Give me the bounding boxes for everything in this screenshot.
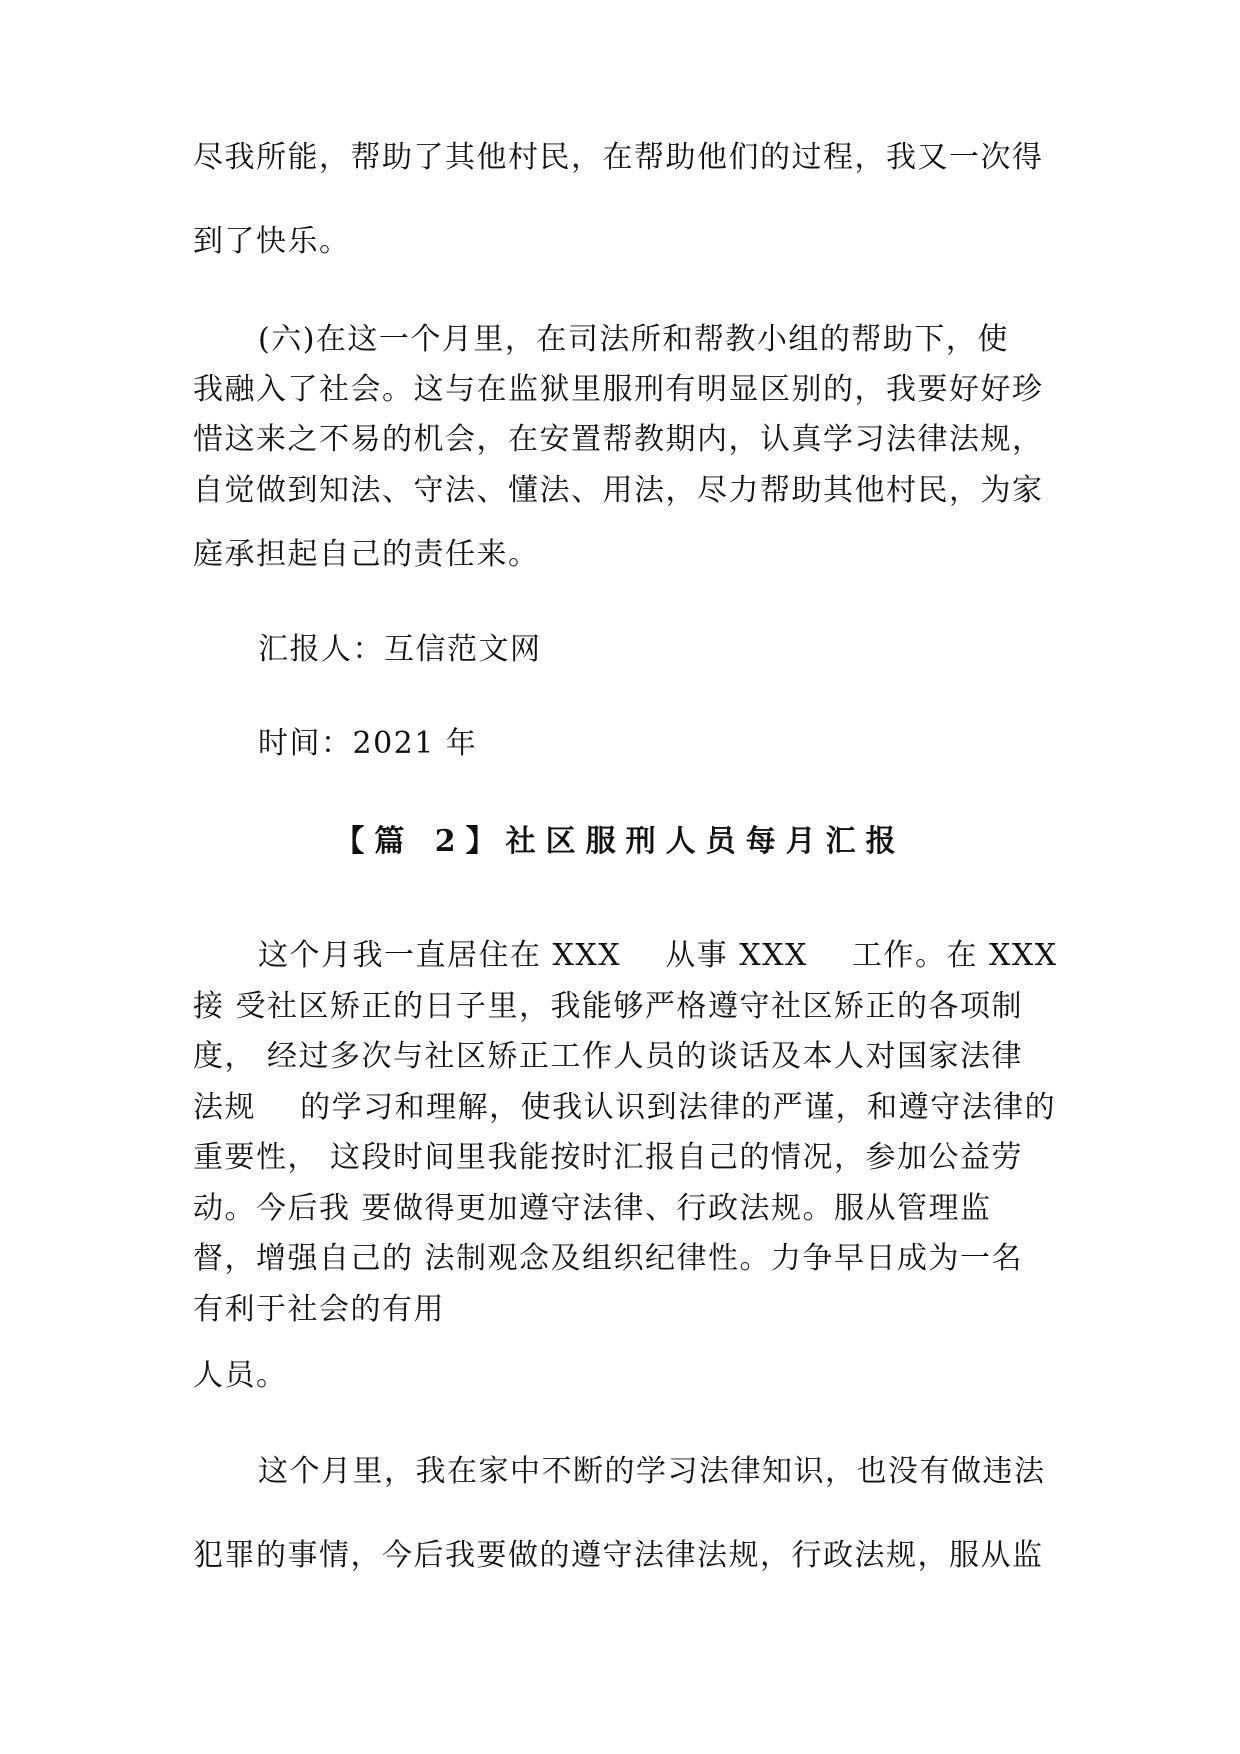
paragraph-line: 度， 经过多次与社区矫正工作人员的谈话及本人对国家法律: [193, 1039, 1024, 1074]
paragraph-line: 自觉做到知法、守法、懂法、用法，尽力帮助其他村民，为家: [193, 473, 1044, 508]
paragraph-line: 我融入了社会。这与在监狱里服刑有明显区别的，我要好好珍: [193, 372, 1044, 407]
section-heading: 【篇 2】社区服刑人员每月汇报: [334, 824, 906, 859]
paragraph-line: 督，增强自己的 法制观念及组织纪律性。力争早日成为一名: [193, 1241, 1024, 1276]
paragraph-line: (六)在这一个月里，在司法所和帮教小组的帮助下，使: [258, 322, 1009, 357]
paragraph-line: 到了快乐。: [193, 224, 351, 259]
date-line: 时间：2021 年: [258, 726, 478, 761]
paragraph-line: 有利于社会的有用: [193, 1292, 445, 1327]
reporter-line: 汇报人：互信范文网: [258, 632, 542, 667]
paragraph-line: 动。今后我 要做得更加遵守法律、行政法规。服从管理监: [193, 1191, 992, 1226]
paragraph-line: 人员。: [193, 1358, 288, 1393]
paragraph-line: 庭承担起自己的责任来。: [193, 537, 540, 572]
paragraph-line: 这个月我一直居住在 XXX 从事 XXX 工作。在 XXX: [258, 938, 1058, 973]
paragraph-line: 犯罪的事情，今后我要做的遵守法律法规，行政法规，服从监: [193, 1538, 1044, 1573]
paragraph-line: 这个月里，我在家中不断的学习法律知识，也没有做违法: [258, 1454, 1046, 1489]
paragraph-line: 法规 的学习和理解，使我认识到法律的严谨，和遵守法律的: [193, 1090, 1057, 1125]
paragraph-line: 惜这来之不易的机会，在安置帮教期内，认真学习法律法规，: [193, 422, 1044, 457]
paragraph-line: 重要性， 这段时间里我能按时汇报自己的情况，参加公益劳: [193, 1140, 1024, 1175]
paragraph-line: 接 受社区矫正的日子里，我能够严格遵守社区矫正的各项制: [193, 989, 1024, 1024]
paragraph-line: 尽我所能，帮助了其他村民，在帮助他们的过程，我又一次得: [193, 140, 1044, 175]
